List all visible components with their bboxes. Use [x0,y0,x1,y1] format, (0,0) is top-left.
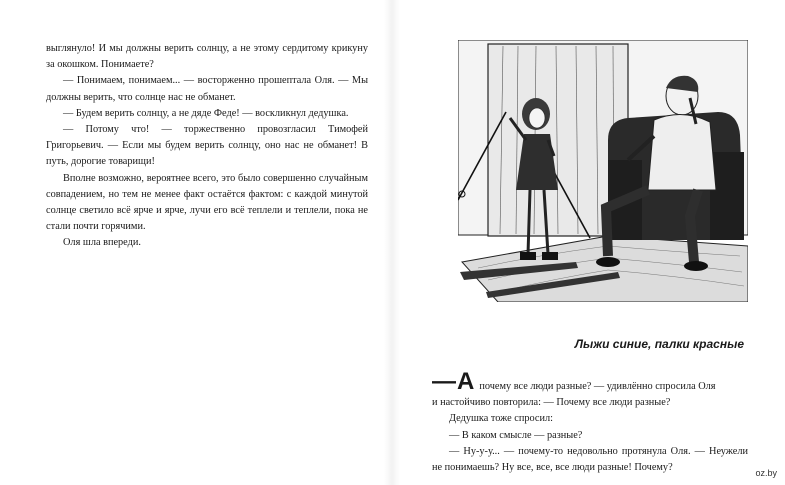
first-line [432,368,748,395]
dropcap-dash: — [432,368,456,395]
watermark: oz.by [755,468,777,478]
paragraph: — Понимаем, понимаем... — восторженно прошептала Оля. — Мы должны верить, что солнце нас не обманет. [46,75,368,103]
right-page [392,0,785,485]
chapter-title: Лыжи синие, палки красные [574,337,744,351]
paragraph: Оля шла впереди. [63,237,141,249]
left-page [0,0,392,485]
right-page-text [432,368,748,476]
paragraph: — Потому что! — торжественно провозгласил Тимофей Григорьевич. — Если мы будем верить солнцу, оно нас не обманет! В путь, дорогие товарищи! [46,124,368,168]
paragraph: Вполне возможно, вероятнее всего, это было совершенно случайным совпадением, но тем не менее факт остаётся фактом: с каждой минутой солнце светило всё ярче и ярче, лучи его всё теплели и теплели, пока не стали почти горячими. [46,172,368,233]
illustration-girl-with-ski-poles-and-grandfather-in-armchair-icon [458,40,748,302]
first-line-text: почему все люди разные? — удивлённо спросила Оля [479,381,716,392]
paragraph: — Будем верить солнцу, а не дяде Феде! — воскликнул дедушка. [63,107,349,119]
paragraph: и настойчиво повторила: — Почему все люди разные? [432,397,671,409]
paragraph: Дедушка тоже спросил: [449,413,553,425]
paragraph: выглянуло! И мы должны верить солнцу, а не этому сердитому крикуну за окошком. Понимаете? [46,43,368,71]
left-page-text [46,41,368,252]
dropcap-letter: А [457,368,475,395]
paragraph: — Ну-у-у... — почему-то недовольно протянула Оля. — Неужели не понимаешь? Ну все, все, все люди разные! Почему? [432,445,748,474]
paragraph: — В каком смысле — разные? [449,429,583,441]
